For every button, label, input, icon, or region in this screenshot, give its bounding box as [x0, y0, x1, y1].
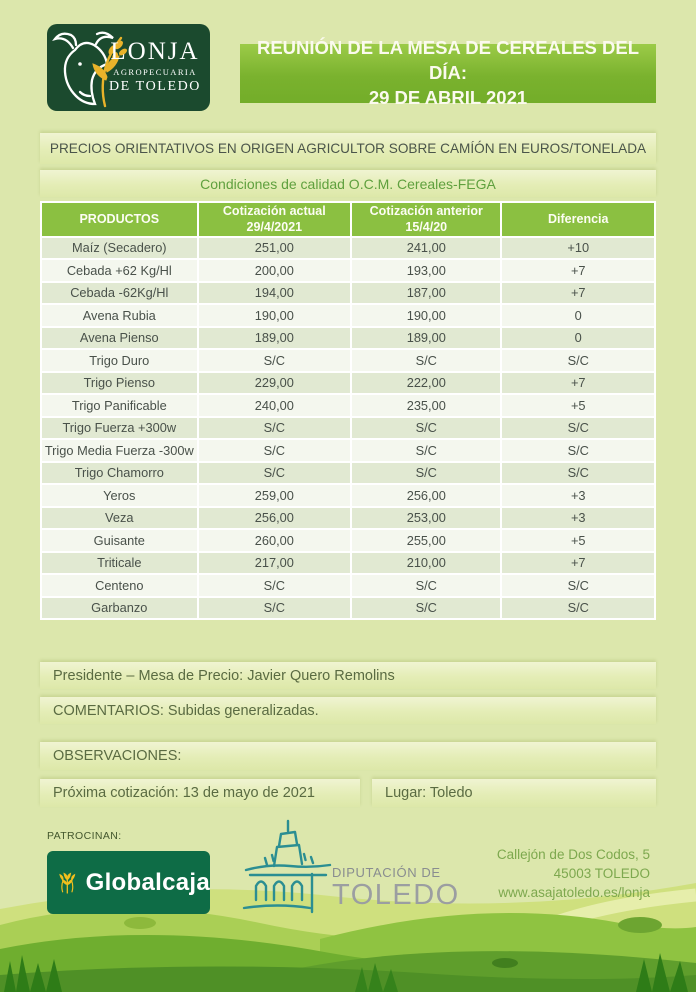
globalcaja-logo: [47, 851, 210, 914]
value-cell: 0: [501, 304, 655, 327]
table-row: [41, 552, 655, 575]
value-cell: 217,00: [198, 552, 352, 575]
col-header-diferencia: Diferencia: [501, 202, 655, 237]
address-line: www.asajatoledo.es/lonja: [498, 885, 650, 900]
table-row: [41, 597, 655, 620]
value-cell: +7: [501, 552, 655, 575]
quality-conditions-bar: Condiciones de calidad O.C.M. Cereales-FEGA: [40, 170, 656, 197]
location-bar: Lugar: Toledo: [372, 779, 656, 807]
diputacion-line2: TOLEDO: [332, 879, 460, 911]
value-cell: +5: [501, 529, 655, 552]
product-cell: Trigo Media Fuerza -300w: [41, 439, 198, 462]
value-cell: 253,00: [351, 507, 501, 530]
logo-line1: LONJA: [110, 38, 200, 65]
table-row: [41, 417, 655, 440]
value-cell: 255,00: [351, 529, 501, 552]
lonja-logo: [47, 24, 210, 111]
globalcaja-wheat-icon: [55, 862, 80, 904]
value-cell: S/C: [198, 349, 352, 372]
product-cell: Garbanzo: [41, 597, 198, 620]
table-row: [41, 304, 655, 327]
table-row: [41, 574, 655, 597]
product-cell: Maíz (Secadero): [41, 237, 198, 260]
value-cell: 187,00: [351, 282, 501, 305]
value-cell: S/C: [501, 462, 655, 485]
product-cell: Triticale: [41, 552, 198, 575]
value-cell: S/C: [501, 574, 655, 597]
table-header-row: [41, 202, 655, 237]
main-title-bar: PRECIOS ORIENTATIVOS EN ORIGEN AGRICULTOR SOBRE CAMÍÓN EN EUROS/TONELADA: [40, 133, 656, 164]
col-header-actual: Cotización actual 29/4/2021: [198, 202, 352, 237]
value-cell: S/C: [501, 439, 655, 462]
value-cell: S/C: [501, 417, 655, 440]
value-cell: 241,00: [351, 237, 501, 260]
table-row: [41, 462, 655, 485]
product-cell: Trigo Chamorro: [41, 462, 198, 485]
globalcaja-wordmark: Globalcaja: [85, 868, 210, 896]
product-cell: Avena Rubia: [41, 304, 198, 327]
value-cell: 200,00: [198, 259, 352, 282]
product-cell: Trigo Duro: [41, 349, 198, 372]
comments-bar: COMENTARIOS: Subidas generalizadas.: [40, 697, 656, 724]
value-cell: +5: [501, 394, 655, 417]
value-cell: 190,00: [351, 304, 501, 327]
value-cell: 222,00: [351, 372, 501, 395]
value-cell: S/C: [351, 439, 501, 462]
value-cell: S/C: [351, 417, 501, 440]
next-session-bar: Próxima cotización: 13 de mayo de 2021: [40, 779, 360, 807]
price-table-body: [41, 237, 655, 620]
value-cell: 210,00: [351, 552, 501, 575]
address-line: 45003 TOLEDO: [553, 866, 650, 881]
value-cell: S/C: [351, 462, 501, 485]
product-cell: Centeno: [41, 574, 198, 597]
table-row: [41, 237, 655, 260]
meeting-title-banner: [240, 37, 656, 108]
value-cell: 260,00: [198, 529, 352, 552]
value-cell: 251,00: [198, 237, 352, 260]
sponsors-label: PATROCINAN:: [47, 830, 122, 842]
value-cell: 259,00: [198, 484, 352, 507]
diputacion-building-icon: [238, 818, 338, 918]
value-cell: 193,00: [351, 259, 501, 282]
president-bar: Presidente – Mesa de Precio: Javier Quero Remolins: [40, 662, 656, 689]
value-cell: 235,00: [351, 394, 501, 417]
diputacion-wordmark: [332, 866, 460, 910]
value-cell: S/C: [198, 574, 352, 597]
value-cell: 0: [501, 327, 655, 350]
value-cell: S/C: [198, 417, 352, 440]
banner-line2: 29 DE ABRIL 2021: [368, 86, 528, 108]
address-line: Callejón de Dos Codos, 5: [496, 847, 650, 862]
product-cell: Avena Pienso: [41, 327, 198, 350]
value-cell: S/C: [198, 439, 352, 462]
value-cell: +7: [501, 372, 655, 395]
col-header-productos: PRODUCTOS: [41, 202, 198, 237]
value-cell: S/C: [351, 597, 501, 620]
value-cell: 189,00: [198, 327, 352, 350]
product-cell: Cebada +62 Kg/Hl: [41, 259, 198, 282]
observations-bar: OBSERVACIONES:: [40, 742, 656, 770]
table-row: [41, 372, 655, 395]
table-row: [41, 484, 655, 507]
value-cell: S/C: [198, 597, 352, 620]
value-cell: 190,00: [198, 304, 352, 327]
value-cell: 194,00: [198, 282, 352, 305]
lonja-logo-text: [105, 39, 205, 95]
product-cell: Guisante: [41, 529, 198, 552]
col-header-anterior: Cotización anterior 15/4/20: [351, 202, 501, 237]
value-cell: +10: [501, 237, 655, 260]
banner-line1: REUNIÓN DE LA MESA DE CEREALES DEL DÍA:: [256, 37, 640, 84]
value-cell: S/C: [351, 349, 501, 372]
table-row: [41, 507, 655, 530]
value-cell: +3: [501, 507, 655, 530]
product-cell: Trigo Fuerza +300w: [41, 417, 198, 440]
value-cell: S/C: [501, 349, 655, 372]
price-table: [40, 201, 656, 620]
table-row: [41, 259, 655, 282]
table-row: [41, 439, 655, 462]
diputacion-line1: DIPUTACIÓN DE: [332, 865, 441, 880]
logo-line3: DE TOLEDO: [108, 79, 202, 94]
product-cell: Trigo Pienso: [41, 372, 198, 395]
table-row: [41, 394, 655, 417]
product-cell: Cebada -62Kg/Hl: [41, 282, 198, 305]
value-cell: 229,00: [198, 372, 352, 395]
value-cell: 256,00: [198, 507, 352, 530]
table-row: [41, 349, 655, 372]
contact-address: [497, 845, 650, 902]
value-cell: S/C: [351, 574, 501, 597]
logo-line2: AGROPECUARIA: [113, 67, 197, 77]
value-cell: 256,00: [351, 484, 501, 507]
value-cell: S/C: [198, 462, 352, 485]
value-cell: +7: [501, 282, 655, 305]
value-cell: 189,00: [351, 327, 501, 350]
table-row: [41, 282, 655, 305]
value-cell: +7: [501, 259, 655, 282]
value-cell: +3: [501, 484, 655, 507]
table-row: [41, 327, 655, 350]
product-cell: Veza: [41, 507, 198, 530]
product-cell: Trigo Panificable: [41, 394, 198, 417]
product-cell: Yeros: [41, 484, 198, 507]
table-row: [41, 529, 655, 552]
value-cell: S/C: [501, 597, 655, 620]
value-cell: 240,00: [198, 394, 352, 417]
